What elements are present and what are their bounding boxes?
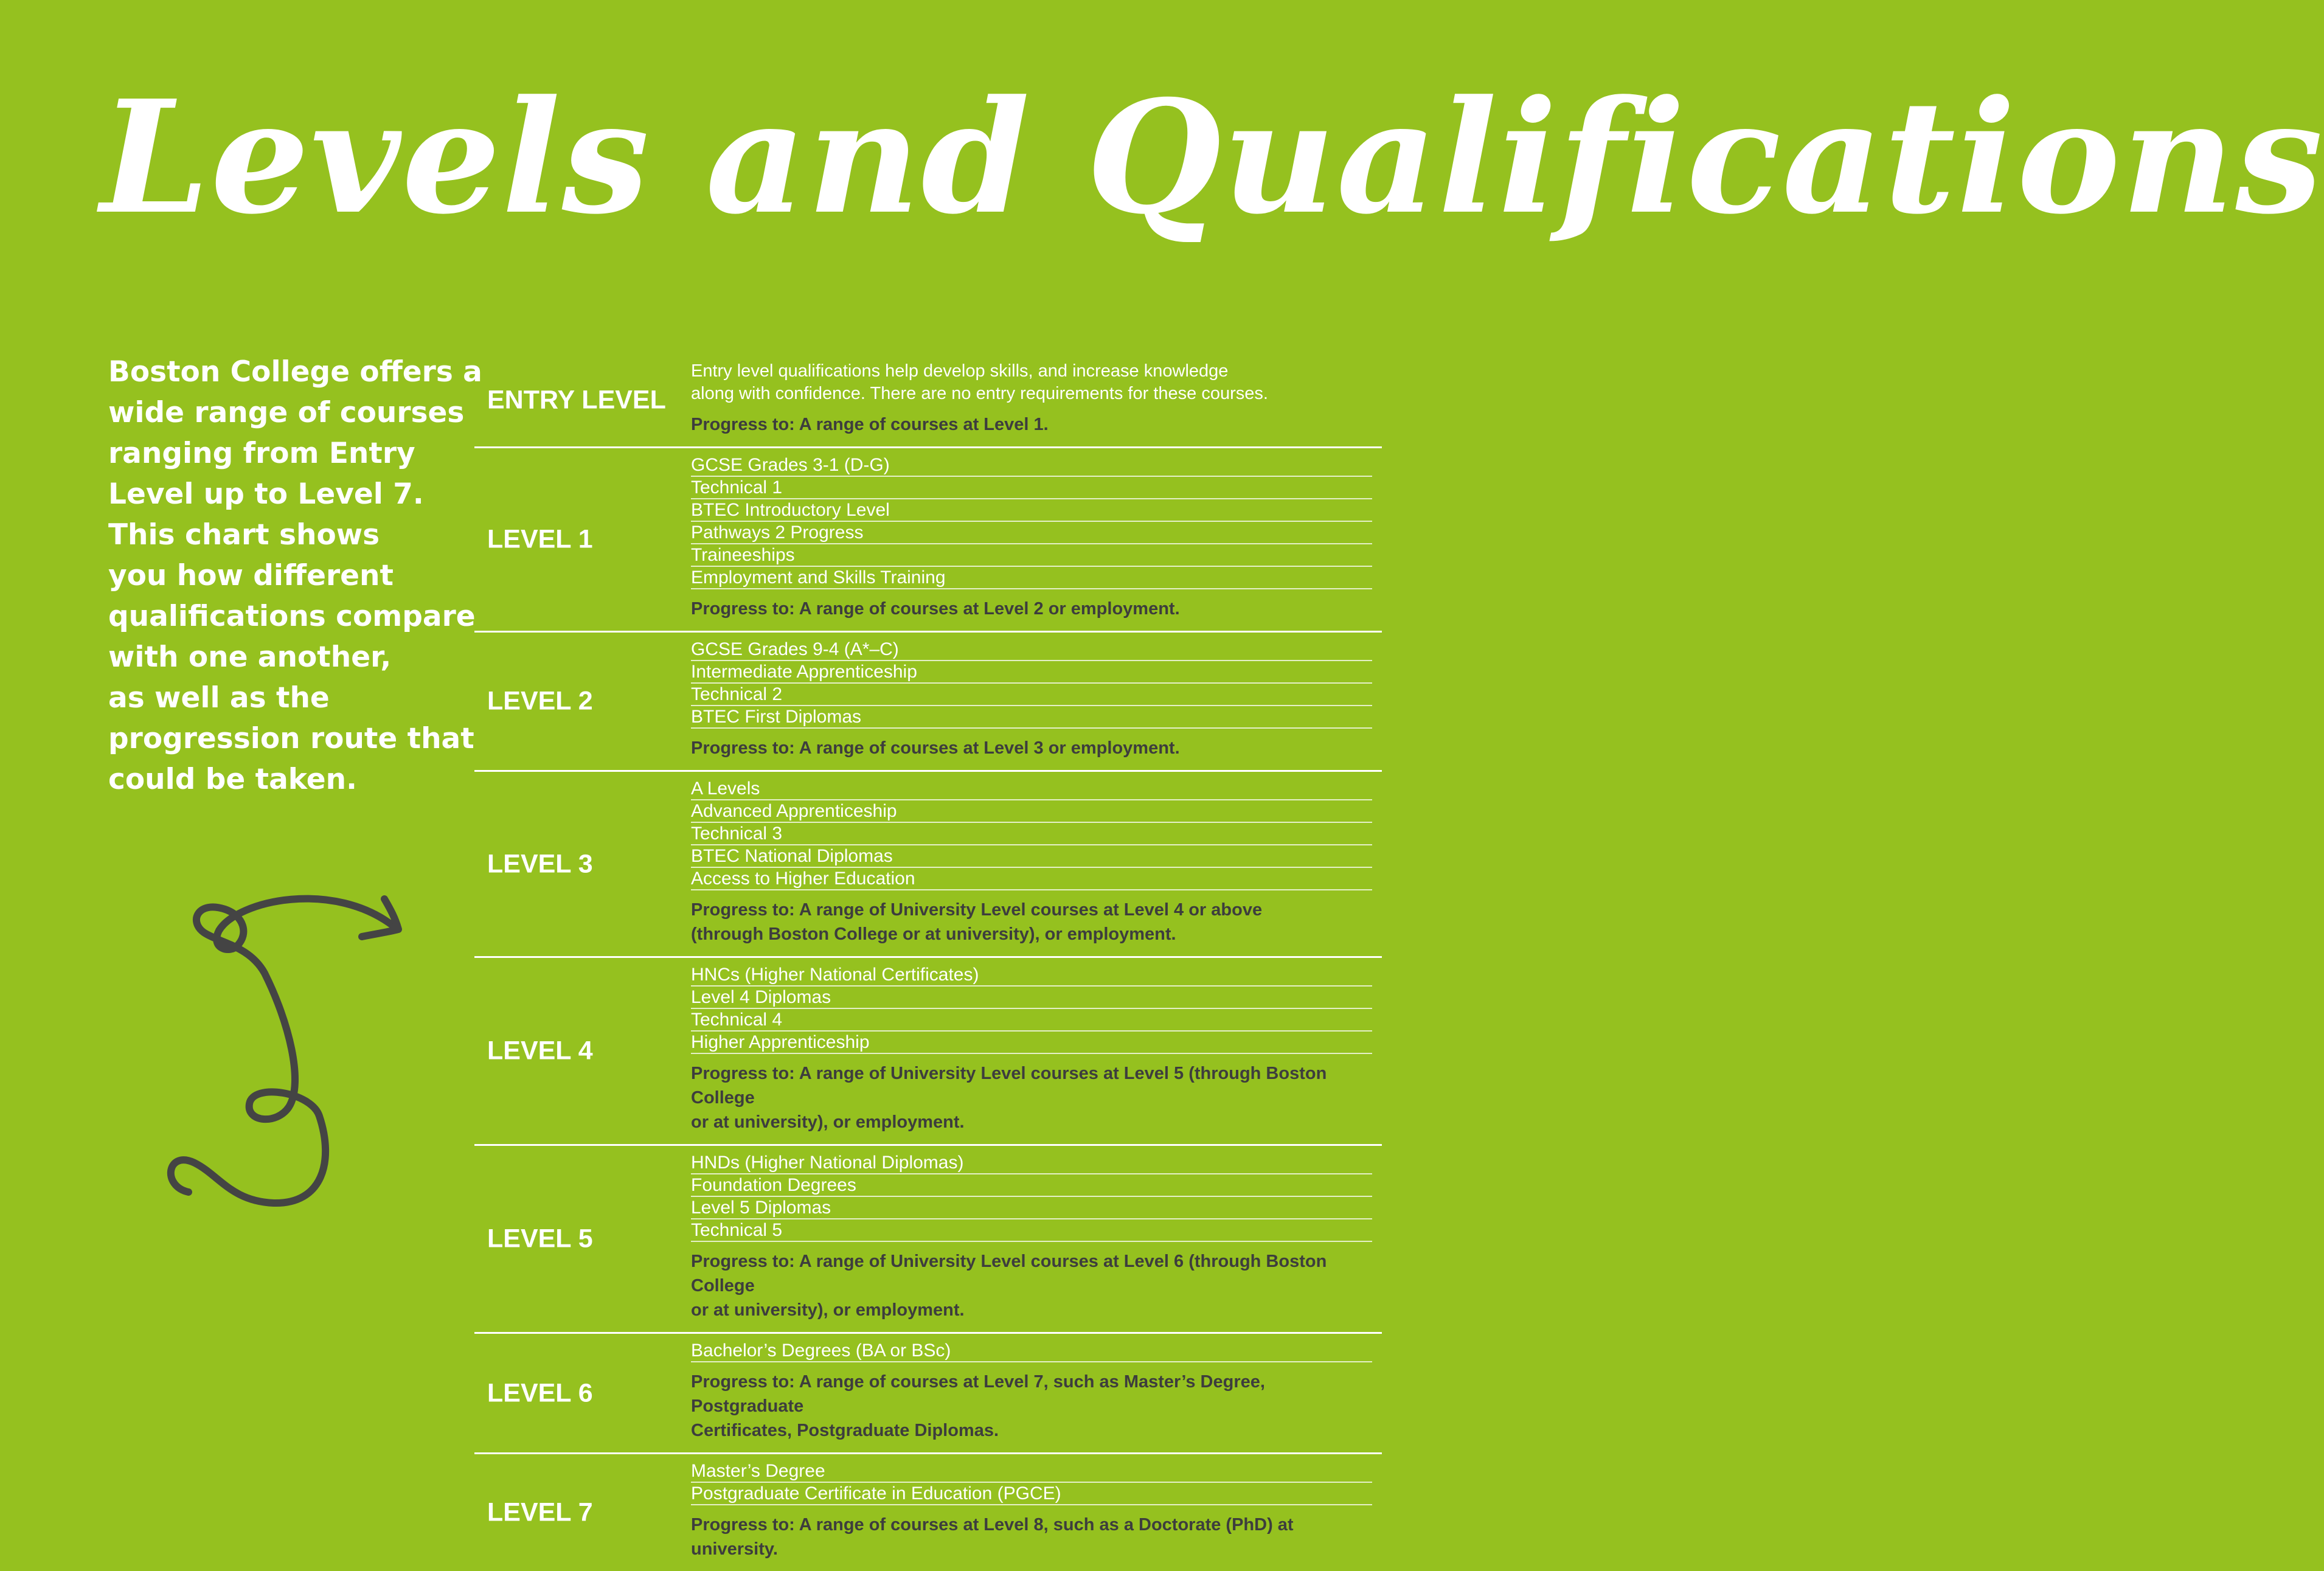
intro-line: could be taken. [108, 763, 357, 796]
progress-line: (through Boston College or at university), or employment. [691, 924, 1176, 944]
qualification-item: Technical 2 [691, 684, 1372, 706]
qualification-item: Traineeships [691, 544, 1372, 567]
qualification-item: GCSE Grades 9-4 (A*–C) [691, 639, 1372, 661]
qualification-list [691, 1340, 1372, 1362]
progress-line: or at university), or employment. [691, 1112, 965, 1132]
level-description [691, 360, 1372, 405]
progress-line: Progress to: A range of courses at Level 8, such as a Doctorate (PhD) at university. [691, 1515, 1294, 1559]
intro-line: as well as the [108, 681, 330, 715]
qualification-item: Higher Apprenticeship [691, 1032, 1372, 1054]
level-row [474, 1146, 1382, 1334]
level-details [691, 448, 1372, 631]
level-row [474, 354, 1382, 448]
progress-line: Progress to: A range of University Level courses at Level 5 (through Boston College [691, 1064, 1327, 1108]
qualification-item: Technical 1 [691, 477, 1372, 499]
qualification-item: BTEC National Diplomas [691, 845, 1372, 868]
progress-to-text [691, 412, 1372, 437]
qualification-item: Level 4 Diplomas [691, 987, 1372, 1009]
level-row [474, 958, 1382, 1146]
level-row [474, 1334, 1382, 1454]
intro-text [108, 352, 482, 800]
curly-arrow-icon [152, 882, 420, 1222]
intro-line: ranging from Entry [108, 437, 415, 470]
level-row [474, 633, 1382, 772]
qualification-item: Employment and Skills Training [691, 567, 1372, 589]
level-row [474, 448, 1382, 633]
qualification-item: HNCs (Higher National Certificates) [691, 964, 1372, 987]
level-details [691, 633, 1372, 770]
description-line: Entry level qualifications help develop skills, and increase knowledge [691, 361, 1229, 381]
intro-line: progression route that [108, 722, 474, 755]
level-name: ENTRY LEVEL [487, 385, 666, 415]
qualification-item: Technical 5 [691, 1219, 1372, 1242]
progress-line: Progress to: A range of University Level courses at Level 4 or above [691, 900, 1263, 920]
level-details [691, 1334, 1372, 1452]
level-row [474, 772, 1382, 958]
progress-to-text [691, 597, 1372, 621]
qualification-item: Technical 3 [691, 823, 1372, 845]
progress-line: or at university), or employment. [691, 1300, 965, 1320]
qualification-list [691, 1152, 1372, 1242]
qualification-item: Access to Higher Education [691, 868, 1372, 890]
level-name: LEVEL 5 [487, 1224, 593, 1254]
qualification-item: A Levels [691, 778, 1372, 800]
level-name: LEVEL 4 [487, 1036, 593, 1066]
progress-to-text [691, 1061, 1372, 1134]
levels-table [474, 354, 1382, 1571]
level-name: LEVEL 6 [487, 1378, 593, 1407]
qualification-item: Advanced Apprenticeship [691, 800, 1372, 823]
intro-line: wide range of courses [108, 396, 465, 429]
level-details [691, 1146, 1372, 1332]
qualification-list [691, 454, 1372, 589]
progress-line: Progress to: A range of University Level courses at Level 6 (through Boston College [691, 1252, 1327, 1295]
description-line: along with confidence. There are no entry requirements for these courses. [691, 384, 1268, 403]
progress-line: Progress to: A range of courses at Level 3 or employment. [691, 738, 1180, 758]
qualification-list [691, 639, 1372, 729]
progress-to-text [691, 1513, 1372, 1561]
progress-to-text [691, 1370, 1372, 1443]
qualification-item: Level 5 Diplomas [691, 1197, 1372, 1219]
qualification-item: Technical 4 [691, 1009, 1372, 1032]
intro-line: This chart shows [108, 518, 380, 552]
level-details [691, 1454, 1372, 1571]
qualification-item: Master’s Degree [691, 1460, 1372, 1483]
qualification-item: Pathways 2 Progress [691, 522, 1372, 544]
level-row [474, 1454, 1382, 1571]
intro-line: Level up to Level 7. [108, 477, 424, 511]
qualification-item: Intermediate Apprenticeship [691, 661, 1372, 684]
qualification-item: Foundation Degrees [691, 1174, 1372, 1197]
qualification-item: HNDs (Higher National Diplomas) [691, 1152, 1372, 1174]
qualification-item: Bachelor’s Degrees (BA or BSc) [691, 1340, 1372, 1362]
qualification-item: BTEC Introductory Level [691, 499, 1372, 522]
qualification-item: BTEC First Diplomas [691, 706, 1372, 729]
progress-to-text [691, 736, 1372, 760]
progress-line: Progress to: A range of courses at Level 2 or employment. [691, 599, 1180, 619]
progress-line: Progress to: A range of courses at Level 7, such as Master’s Degree, Postgraduate [691, 1372, 1265, 1416]
intro-line: you how different [108, 559, 394, 592]
page-title: Levels and Qualifications [100, 67, 2324, 249]
intro-line: with one another, [108, 640, 392, 674]
level-name: LEVEL 2 [487, 686, 593, 716]
level-name: LEVEL 3 [487, 849, 593, 878]
intro-line: qualifications compare [108, 600, 476, 633]
qualification-list [691, 964, 1372, 1054]
level-details [691, 772, 1372, 956]
level-name: LEVEL 7 [487, 1497, 593, 1527]
progress-to-text [691, 898, 1372, 946]
qualification-list [691, 778, 1372, 890]
qualification-item: Postgraduate Certificate in Education (PGCE) [691, 1483, 1372, 1505]
intro-line: Boston College offers a [108, 355, 482, 389]
qualification-list [691, 1460, 1372, 1505]
progress-line: Certificates, Postgraduate Diplomas. [691, 1421, 999, 1440]
qualification-item: GCSE Grades 3-1 (D-G) [691, 454, 1372, 477]
level-details [691, 354, 1372, 446]
level-name: LEVEL 1 [487, 524, 593, 554]
progress-to-text [691, 1249, 1372, 1322]
progress-line: Progress to: A range of courses at Level 1. [691, 415, 1049, 434]
level-details [691, 958, 1372, 1144]
